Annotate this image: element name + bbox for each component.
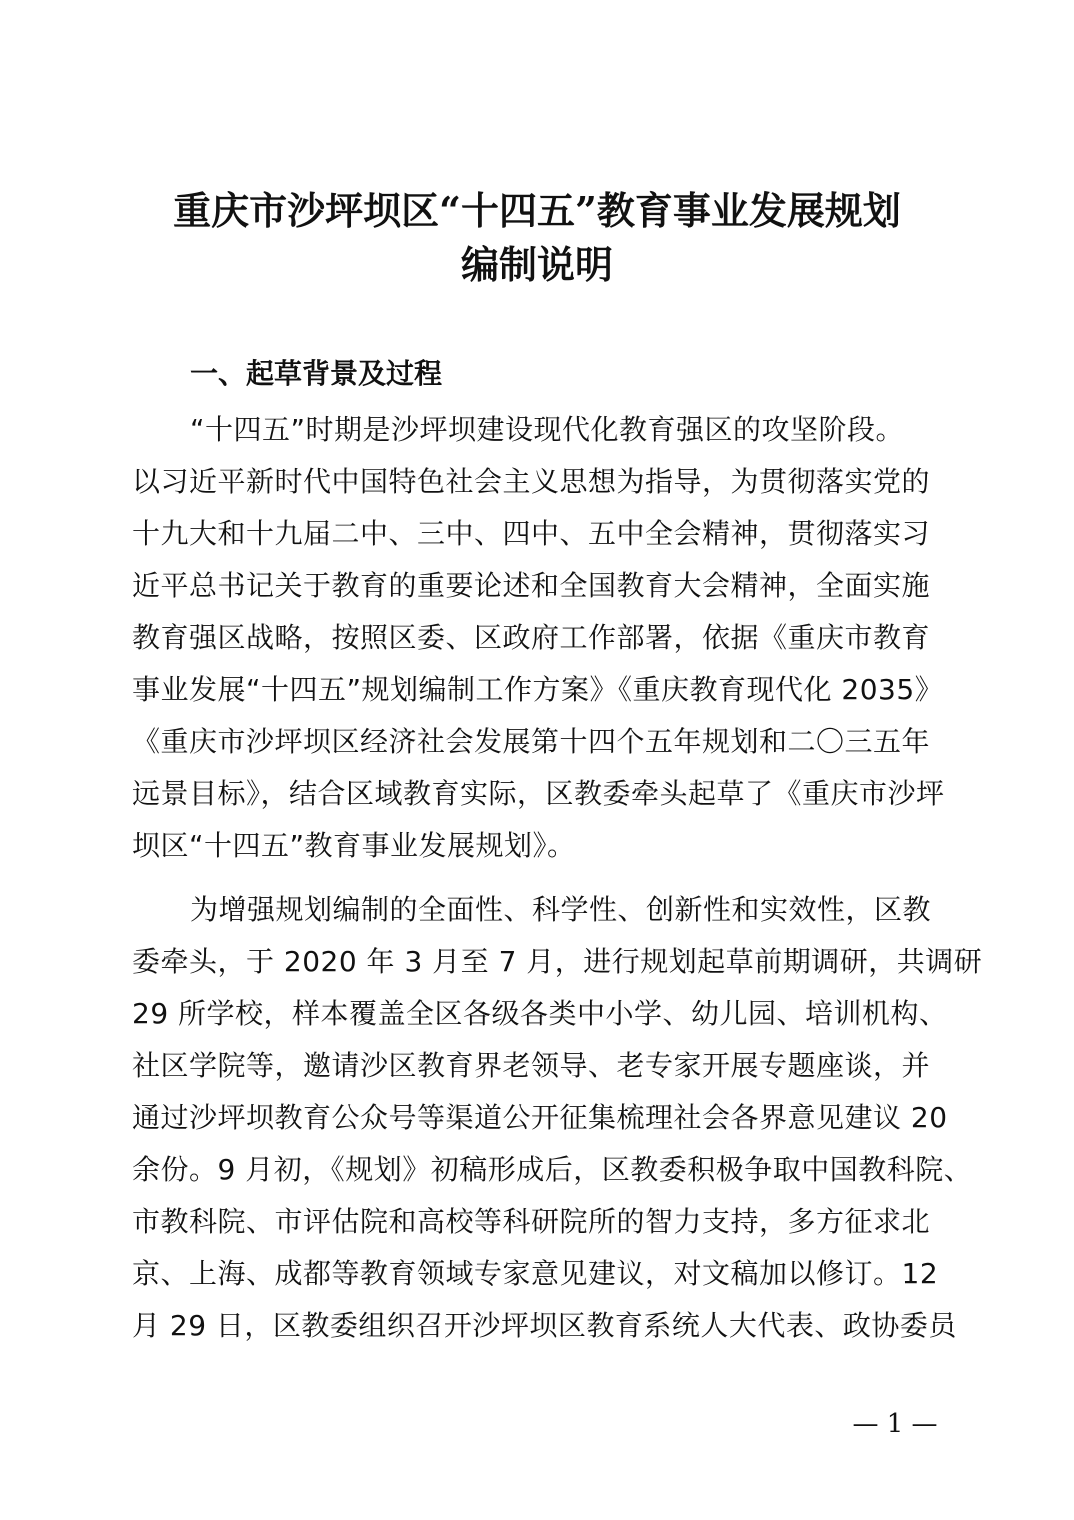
section-heading: 一、起草背景及过程 <box>190 357 443 390</box>
paragraph-1-line-6: 事业发展“十四五”规划编制工作方案》《重庆教育现代化 2035》 <box>132 673 944 706</box>
paragraph-1-line-2: 以习近平新时代中国特色社会主义思想为指导，为贯彻落实党的 <box>132 465 931 498</box>
paragraph-2-line-8: 京、上海、成都等教育领域专家意见建议，对文稿加以修订。12 <box>132 1257 939 1290</box>
paragraph-2-line-6: 余份。9 月初，《规划》初稿形成后，区教委积极争取中国教科院、 <box>132 1153 973 1186</box>
paragraph-2-line-9: 月 29 日，区教委组织召开沙坪坝区教育系统人大代表、政协委员 <box>132 1309 957 1342</box>
paragraph-1-line-8: 远景目标》，结合区域教育实际，区教委牵头起草了《重庆市沙坪 <box>132 777 945 810</box>
document-title-line-2: 编制说明 <box>460 242 613 287</box>
paragraph-1-line-1: “十四五”时期是沙坪坝建设现代化教育强区的攻坚阶段。 <box>190 413 905 446</box>
paragraph-2-line-1: 为增强规划编制的全面性、科学性、创新性和实效性，区教 <box>190 893 932 926</box>
paragraph-2-line-5: 通过沙坪坝教育公众号等渠道公开征集梳理社会各界意见建议 20 <box>132 1101 948 1134</box>
paragraph-1-line-3: 十九大和十九届二中、三中、四中、五中全会精神，贯彻落实习 <box>132 517 931 550</box>
paragraph-2-line-4: 社区学院等，邀请沙区教育界老领导、老专家开展专题座谈，并 <box>132 1049 931 1082</box>
paragraph-1-line-4: 近平总书记关于教育的重要论述和全国教育大会精神，全面实施 <box>132 569 931 602</box>
paragraph-1-line-5: 教育强区战略，按照区委、区政府工作部署，依据《重庆市教育 <box>132 621 931 654</box>
paragraph-2-line-3: 29 所学校，样本覆盖全区各级各类中小学、幼儿园、培训机构、 <box>132 997 948 1030</box>
page-number: — 1 — <box>852 1409 938 1439</box>
paragraph-2-line-2: 委牵头，于 2020 年 3 月至 7 月，进行规划起草前期调研，共调研 <box>132 945 983 978</box>
paragraph-1-line-9: 坝区“十四五”教育事业发展规划》。 <box>132 829 576 862</box>
paragraph-1-line-7: 《重庆市沙坪坝区经济社会发展第十四个五年规划和二〇三五年 <box>132 725 931 758</box>
paragraph-2-line-7: 市教科院、市评估院和高校等科研院所的智力支持，多方征求北 <box>132 1205 931 1238</box>
document-title-line-1: 重庆市沙坪坝区“十四五”教育事业发展规划 <box>173 188 901 233</box>
